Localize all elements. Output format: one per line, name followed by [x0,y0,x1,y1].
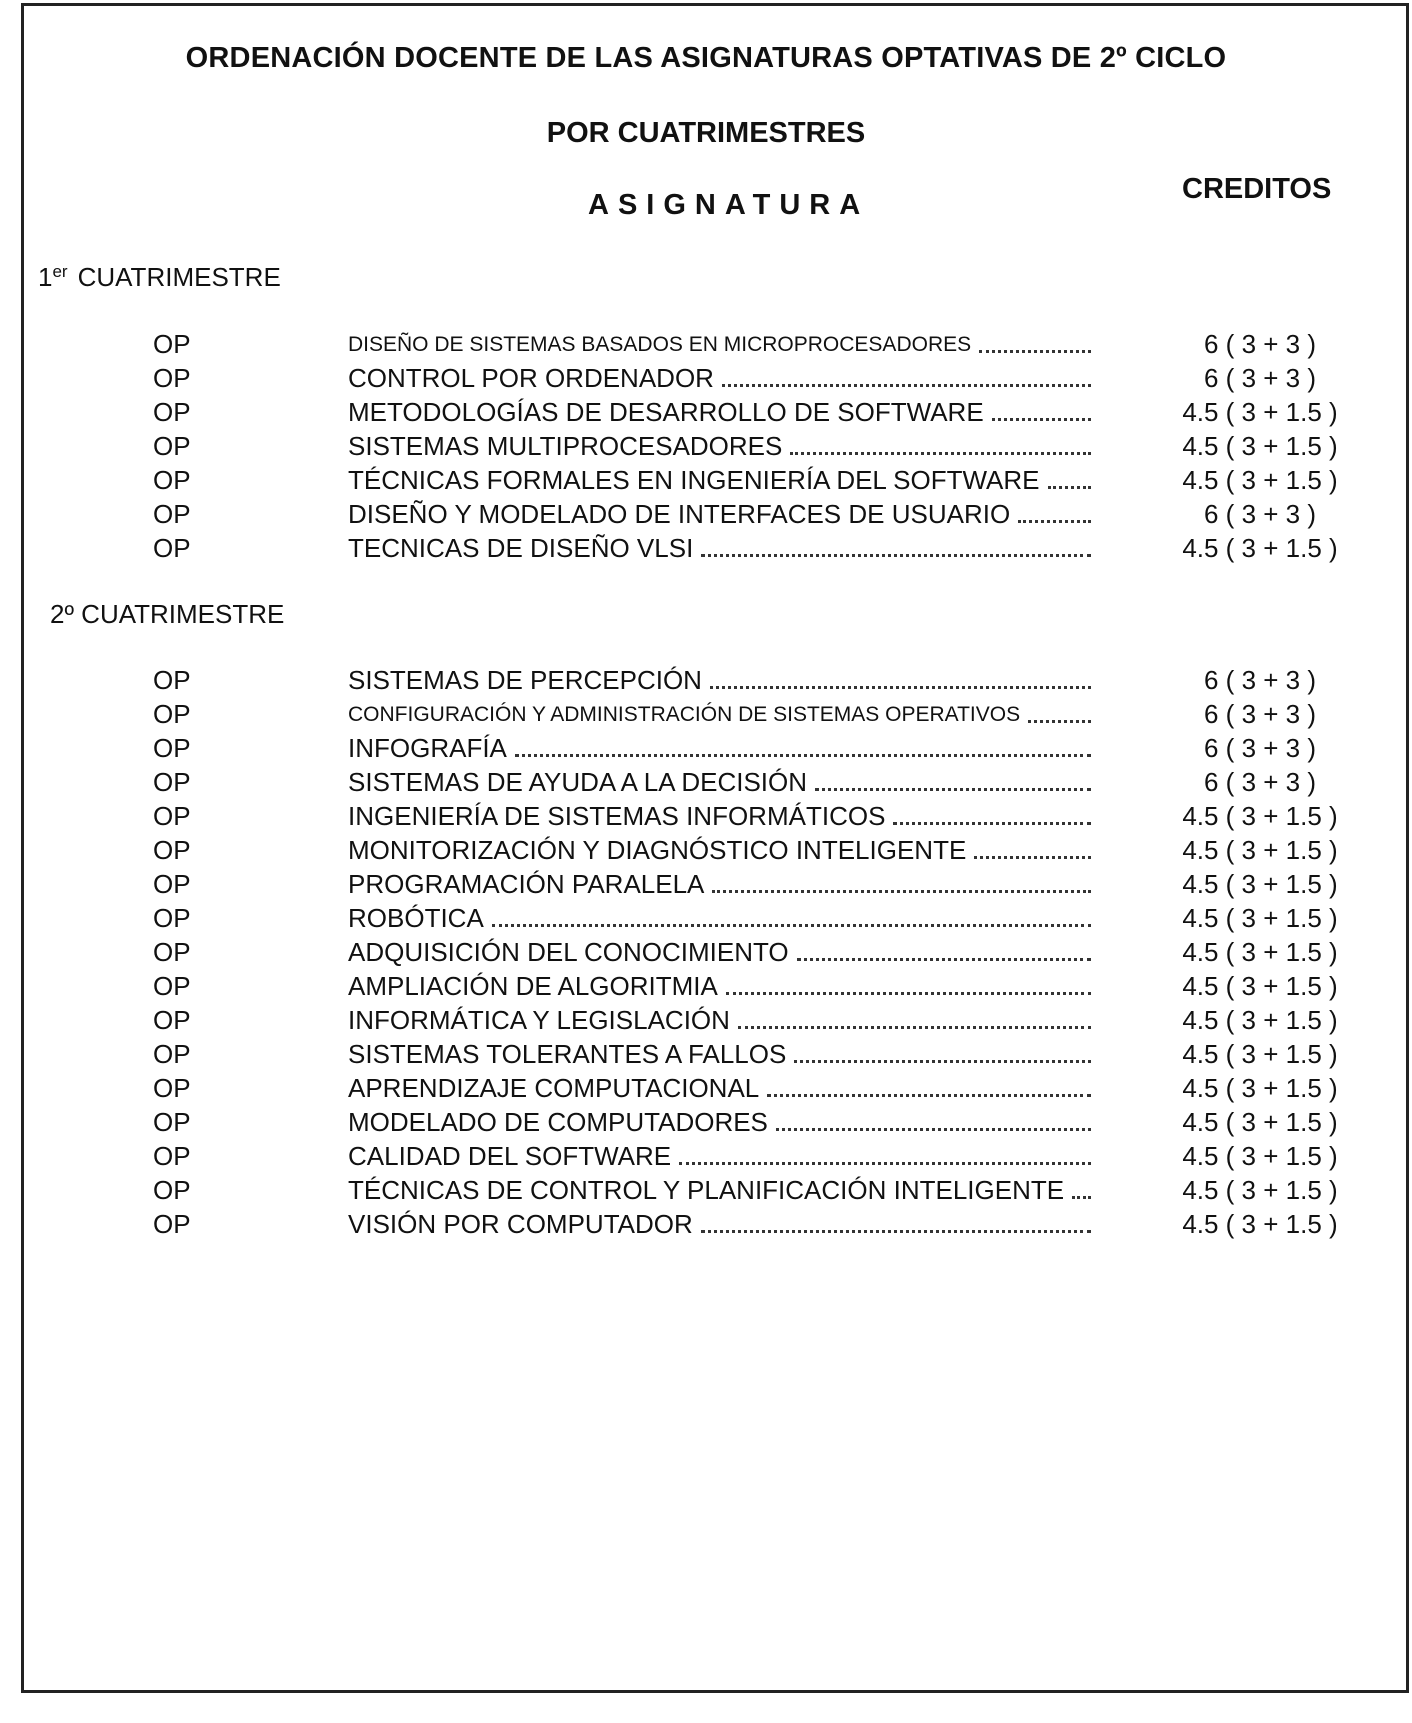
semester-1-number: 1 [38,262,53,292]
course-row [0,431,1412,465]
course-row [0,1005,1412,1039]
course-credits: 6 ( 3 + 3 ) [1204,665,1316,695]
course-credits: 4.5 ( 3 + 1.5 ) [1182,397,1338,427]
dot-leader [726,971,1091,995]
course-credits: 4.5 ( 3 + 1.5 ) [1182,801,1338,831]
dot-leader [1028,699,1091,723]
dot-leader [515,733,1091,757]
course-type: OP [153,767,191,797]
semester-2-heading: 2º CUATRIMESTRE [50,599,285,629]
course-row [0,903,1412,937]
course-credits: 4.5 ( 3 + 1.5 ) [1182,869,1338,899]
course-type: OP [153,533,191,563]
course-type: OP [153,801,191,831]
dot-leader [710,665,1091,689]
course-name [348,1209,1093,1240]
course-name [348,665,1093,696]
dot-leader [797,937,1091,961]
dot-leader [738,1005,1091,1029]
course-credits: 4.5 ( 3 + 1.5 ) [1182,903,1338,933]
dot-leader [712,869,1091,893]
course-name [348,869,1093,900]
course-name [348,363,1093,394]
course-row [0,329,1412,363]
course-credits: 6 ( 3 + 3 ) [1204,329,1316,359]
course-type: OP [153,329,191,359]
course-name [348,1141,1093,1172]
semester-1-heading [38,262,281,293]
column-header-creditos: CREDITOS [1182,173,1332,205]
course-row [0,733,1412,767]
course-row [0,835,1412,869]
course-row [0,397,1412,431]
course-type: OP [153,869,191,899]
course-name-text: DISEÑO DE SISTEMAS BASADOS EN MICROPROCESADORES [348,333,972,356]
course-type: OP [153,1107,191,1137]
course-name [348,533,1093,564]
dot-leader [701,533,1091,557]
course-name-text: MONITORIZACIÓN Y DIAGNÓSTICO INTELIGENTE [348,835,967,865]
course-type: OP [153,699,191,729]
course-credits: 4.5 ( 3 + 1.5 ) [1182,431,1338,461]
dot-leader [974,835,1091,859]
course-name-text: CONFIGURACIÓN Y ADMINISTRACIÓN DE SISTEMAS OPERATIVOS [348,703,1021,726]
course-credits: 4.5 ( 3 + 1.5 ) [1182,1039,1338,1069]
course-type: OP [153,1073,191,1103]
course-name-text: APRENDIZAJE COMPUTACIONAL [348,1073,760,1103]
semester-1-course-list [0,329,1412,567]
dot-leader [992,397,1091,421]
course-name-text: MODELADO DE COMPUTADORES [348,1107,768,1137]
course-name [348,329,1093,357]
course-row [0,665,1412,699]
course-name-text: INGENIERÍA DE SISTEMAS INFORMÁTICOS [348,801,886,831]
course-credits: 4.5 ( 3 + 1.5 ) [1182,465,1338,495]
dot-leader [776,1107,1091,1131]
course-type: OP [153,971,191,1001]
course-credits: 6 ( 3 + 3 ) [1204,733,1316,763]
course-name-text: ROBÓTICA [348,903,484,933]
semester-2-course-list [0,665,1412,1243]
course-name-text: SISTEMAS DE PERCEPCIÓN [348,665,702,695]
course-name [348,767,1093,798]
course-name [348,699,1093,727]
course-name [348,1107,1093,1138]
course-row [0,1107,1412,1141]
course-type: OP [153,1141,191,1171]
dot-leader [979,329,1091,353]
course-credits: 6 ( 3 + 3 ) [1204,767,1316,797]
document-subtitle: POR CUATRIMESTRES [546,117,866,149]
course-row [0,869,1412,903]
course-type: OP [153,1039,191,1069]
course-row [0,465,1412,499]
course-name [348,499,1093,530]
column-header-asignatura: ASIGNATURA [588,189,870,221]
course-credits: 4.5 ( 3 + 1.5 ) [1182,835,1338,865]
course-type: OP [153,397,191,427]
course-name [348,937,1093,968]
dot-leader [1048,465,1091,489]
dot-leader [1018,499,1091,523]
course-type: OP [153,1005,191,1035]
course-name [348,835,1093,866]
dot-leader [722,363,1091,387]
course-name-text: VISIÓN POR COMPUTADOR [348,1209,693,1239]
course-name-text: TECNICAS DE DISEÑO VLSI [348,533,694,563]
course-credits: 4.5 ( 3 + 1.5 ) [1182,1073,1338,1103]
course-name-text: CALIDAD DEL SOFTWARE [348,1141,672,1171]
course-name-text: INFORMÁTICA Y LEGISLACIÓN [348,1005,730,1035]
course-name [348,465,1093,496]
course-name [348,1175,1093,1206]
dot-leader [701,1209,1091,1233]
course-credits: 4.5 ( 3 + 1.5 ) [1182,1209,1338,1239]
course-name-text: TÉCNICAS FORMALES EN INGENIERÍA DEL SOFTWARE [348,465,1040,495]
course-name-text: SISTEMAS DE AYUDA A LA DECISIÓN [348,767,808,797]
course-name [348,397,1093,428]
course-credits: 6 ( 3 + 3 ) [1204,363,1316,393]
course-row [0,1039,1412,1073]
course-row [0,499,1412,533]
course-name [348,801,1093,832]
course-row [0,363,1412,397]
course-name [348,903,1093,934]
dot-leader [815,767,1091,791]
course-name-text: SISTEMAS TOLERANTES A FALLOS [348,1039,787,1069]
course-row [0,937,1412,971]
course-name-text: CONTROL POR ORDENADOR [348,363,714,393]
course-name [348,1039,1093,1070]
course-type: OP [153,733,191,763]
dot-leader [492,903,1091,927]
course-name-text: DISEÑO Y MODELADO DE INTERFACES DE USUARIO [348,499,1011,529]
course-name-text: AMPLIACIÓN DE ALGORITMIA [348,971,718,1001]
semester-1-label: CUATRIMESTRE [77,262,281,292]
course-name-text: METODOLOGÍAS DE DESARROLLO DE SOFTWARE [348,397,984,427]
dot-leader [679,1141,1091,1165]
course-type: OP [153,431,191,461]
course-credits: 4.5 ( 3 + 1.5 ) [1182,971,1338,1001]
course-credits: 4.5 ( 3 + 1.5 ) [1182,1175,1338,1205]
course-name [348,1073,1093,1104]
course-name [348,1005,1093,1036]
course-type: OP [153,903,191,933]
course-row [0,971,1412,1005]
course-credits: 6 ( 3 + 3 ) [1204,699,1316,729]
course-credits: 4.5 ( 3 + 1.5 ) [1182,533,1338,563]
dot-leader [794,1039,1091,1063]
dot-leader [893,801,1091,825]
course-row [0,801,1412,835]
course-name-text: PROGRAMACIÓN PARALELA [348,869,705,899]
course-name [348,733,1093,764]
semester-1-suffix: er [52,262,68,281]
course-credits: 4.5 ( 3 + 1.5 ) [1182,1107,1338,1137]
course-type: OP [153,937,191,967]
course-credits: 4.5 ( 3 + 1.5 ) [1182,1141,1338,1171]
course-row [0,1073,1412,1107]
course-type: OP [153,465,191,495]
course-type: OP [153,665,191,695]
course-credits: 6 ( 3 + 3 ) [1204,499,1316,529]
dot-leader [1072,1175,1091,1199]
course-row [0,1141,1412,1175]
course-name-text: INFOGRAFÍA [348,733,507,763]
course-credits: 4.5 ( 3 + 1.5 ) [1182,1005,1338,1035]
course-type: OP [153,363,191,393]
course-row [0,767,1412,801]
course-type: OP [153,499,191,529]
course-name-text: ADQUISICIÓN DEL CONOCIMIENTO [348,937,789,967]
course-row [0,1175,1412,1209]
document-title: ORDENACIÓN DOCENTE DE LAS ASIGNATURAS OPTATIVAS DE 2º CICLO [185,42,1227,74]
course-type: OP [153,835,191,865]
course-row [0,699,1412,733]
course-name-text: SISTEMAS MULTIPROCESADORES [348,431,783,461]
dot-leader [790,431,1091,455]
course-name [348,431,1093,462]
course-type: OP [153,1209,191,1239]
course-credits: 4.5 ( 3 + 1.5 ) [1182,937,1338,967]
course-name [348,971,1093,1002]
course-type: OP [153,1175,191,1205]
course-row [0,533,1412,567]
course-row [0,1209,1412,1243]
course-name-text: TÉCNICAS DE CONTROL Y PLANIFICACIÓN INTELIGENTE [348,1175,1065,1205]
dot-leader [767,1073,1091,1097]
